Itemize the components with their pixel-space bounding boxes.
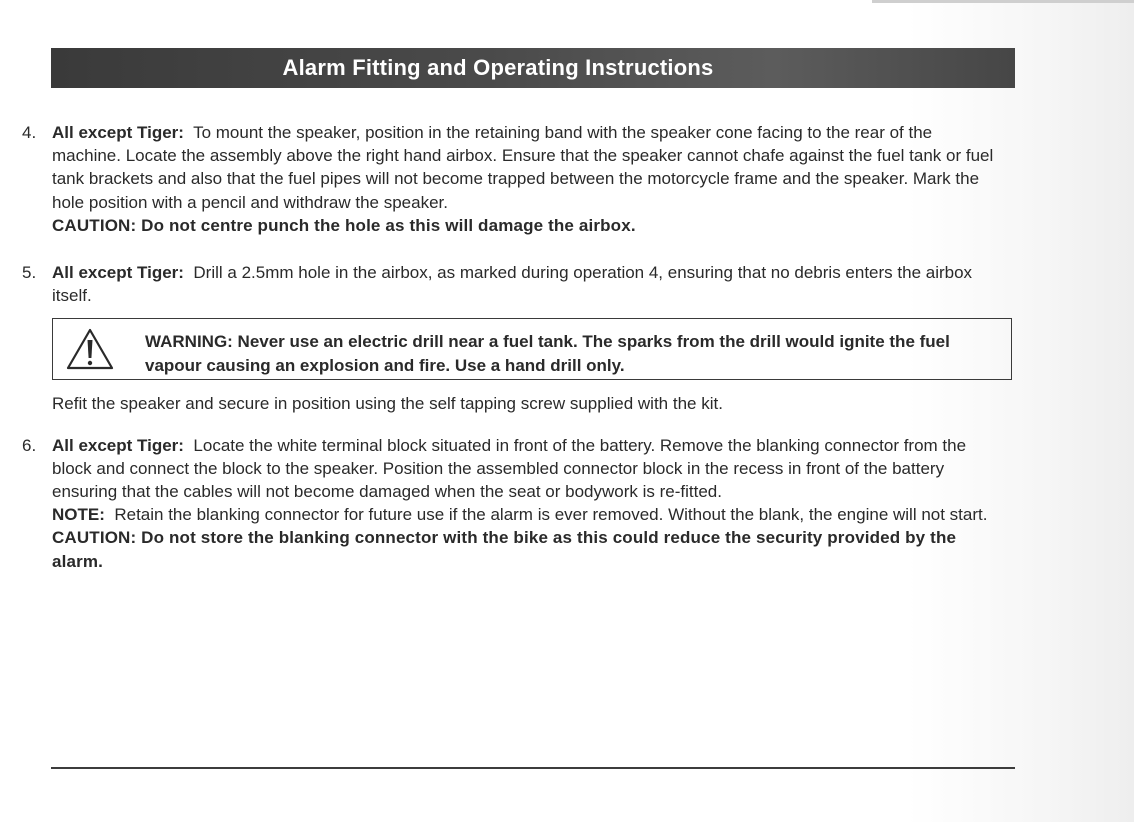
- header-bar: [51, 48, 1015, 88]
- item-paragraph: [52, 434, 1002, 504]
- refit-instruction: Refit the speaker and secure in position using the self tapping screw supplied with the kit.: [52, 394, 723, 414]
- item-paragraph: [52, 261, 1002, 307]
- instruction-item-5: [22, 261, 1002, 307]
- caution-text: CAUTION: Do not centre punch the hole as this will damage the airbox.: [52, 215, 636, 235]
- item-text: To mount the speaker, position in the retaining band with the speaker cone facing to the rear of the machine. Locate the assembly above the right hand airbox. Ensure that the speaker cannot chafe against the fuel tank or fuel tank brackets and also that the fuel pipes will not become trapped between the motorcycle frame and the speaker. Mark the hole position with a pencil and withdraw the speaker.: [52, 123, 994, 212]
- page-title: Alarm Fitting and Operating Instructions: [282, 55, 714, 80]
- note-paragraph: [52, 503, 1002, 526]
- caution-text: CAUTION: Do not store the blanking connector with the bike as this could reduce the security provided by the alarm.: [52, 528, 957, 571]
- item-number: 6.: [22, 435, 37, 455]
- item-lead: All except Tiger:: [52, 435, 184, 455]
- item-text: Drill a 2.5mm hole in the airbox, as marked during operation 4, ensuring that no debris enters the airbox itself.: [52, 263, 973, 306]
- item-lead: All except Tiger:: [52, 123, 184, 142]
- note-text: Retain the blanking connector for future use if the alarm is ever removed. Without the blank, the engine will not start.: [114, 505, 988, 525]
- note-label: NOTE:: [52, 505, 105, 525]
- item-lead: All except Tiger:: [52, 263, 184, 283]
- instruction-item-6: [22, 434, 1002, 573]
- footer-rule: [51, 767, 1015, 769]
- warning-triangle-icon: [65, 327, 115, 371]
- warning-box: [52, 318, 1012, 380]
- item-number: 4.: [22, 123, 37, 142]
- item-text: Locate the white terminal block situated in front of the battery. Remove the blanking connector from the block and connect the block to the speaker. Position the assembled connector block in the recess in front of the battery ensuring that the cables will not become damaged when the seat or bodywork is re-fitted.: [52, 435, 967, 502]
- instructions-content: [22, 121, 1002, 573]
- item-number: 5.: [22, 263, 37, 283]
- page-edge-mark: [872, 0, 1134, 3]
- warning-text: WARNING: Never use an electric drill near a fuel tank. The sparks from the drill would ignite the fuel vapour causing an explosion and fire. Use a hand drill only.: [145, 332, 950, 375]
- item-paragraph: [52, 121, 1002, 214]
- instruction-item-4: [22, 121, 1002, 237]
